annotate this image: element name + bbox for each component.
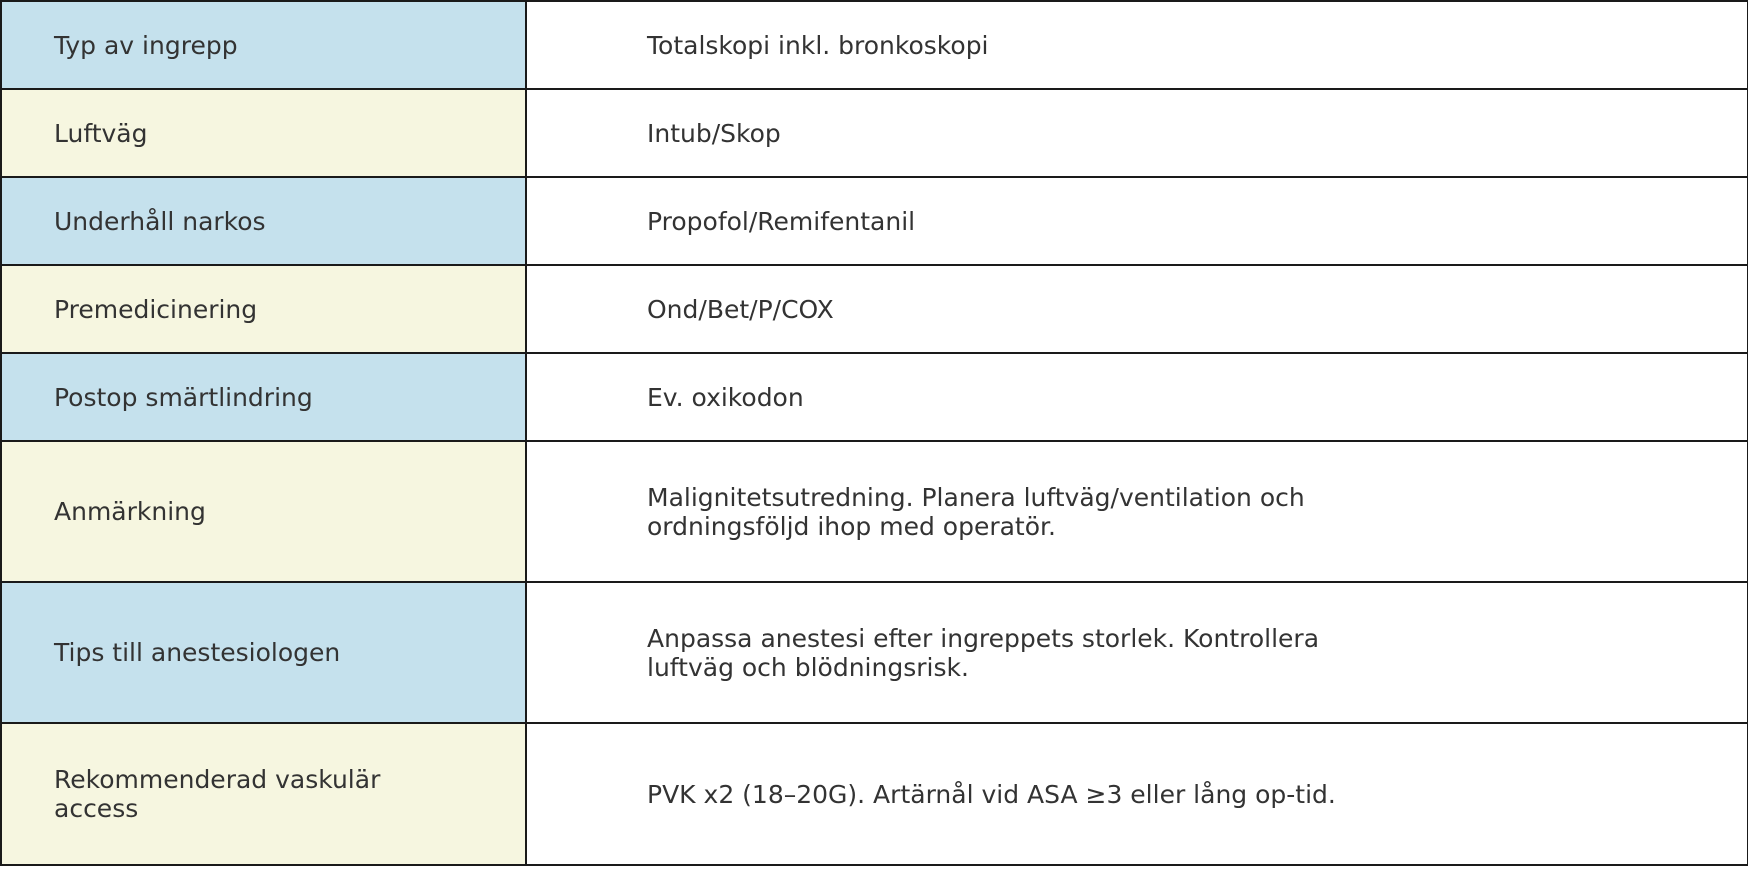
table-row: [1, 265, 1748, 353]
row-label: Premedicinering: [54, 294, 258, 324]
row-value: Totalskopi inkl. bronkoskopi: [647, 30, 989, 60]
row-label-cell: [1, 723, 526, 865]
table-row: [1, 441, 1748, 582]
row-value: Malignitetsutredning. Planera luftväg/ventilation och ordningsföljd ihop med operatör.: [647, 482, 1305, 541]
row-value-cell: [526, 177, 1748, 265]
row-label-cell: [1, 265, 526, 353]
row-value: Propofol/Remifentanil: [647, 206, 916, 236]
row-value: Anpassa anestesi efter ingreppets storlek. Kontrollera luftväg och blödningsrisk.: [647, 623, 1320, 682]
row-label: Anmärkning: [54, 497, 206, 526]
row-label-cell: [1, 89, 526, 177]
row-label-cell: [1, 1, 526, 89]
table-row: [1, 353, 1748, 441]
row-value: PVK x2 (18–20G). Artärnål vid ASA ≥3 eller lång op-tid.: [647, 779, 1336, 809]
row-value-cell: [526, 1, 1748, 89]
row-label-cell: [1, 582, 526, 723]
table-row: [1, 1, 1748, 89]
row-value: Intub/Skop: [647, 118, 781, 148]
row-label: Tips till anestesiologen: [54, 638, 341, 667]
row-label: Postop smärtlindring: [54, 382, 313, 412]
row-label: Underhåll narkos: [54, 206, 266, 236]
row-value-cell: [526, 265, 1748, 353]
row-value-cell: [526, 89, 1748, 177]
row-label: Luftväg: [54, 118, 148, 148]
row-label: Typ av ingrepp: [54, 30, 238, 60]
table-row: [1, 89, 1748, 177]
table-row: [1, 582, 1748, 723]
row-value-cell: [526, 723, 1748, 865]
row-value-cell: [526, 353, 1748, 441]
row-value: Ond/Bet/P/COX: [647, 294, 834, 324]
row-value: Ev. oxikodon: [647, 382, 804, 412]
table-row: [1, 177, 1748, 265]
table-row: [1, 723, 1748, 865]
row-label-cell: [1, 177, 526, 265]
row-value-cell: [526, 441, 1748, 582]
row-label-cell: [1, 441, 526, 582]
row-label-cell: [1, 353, 526, 441]
row-label: Rekommenderad vaskulär access: [54, 765, 381, 823]
row-value-cell: [526, 582, 1748, 723]
